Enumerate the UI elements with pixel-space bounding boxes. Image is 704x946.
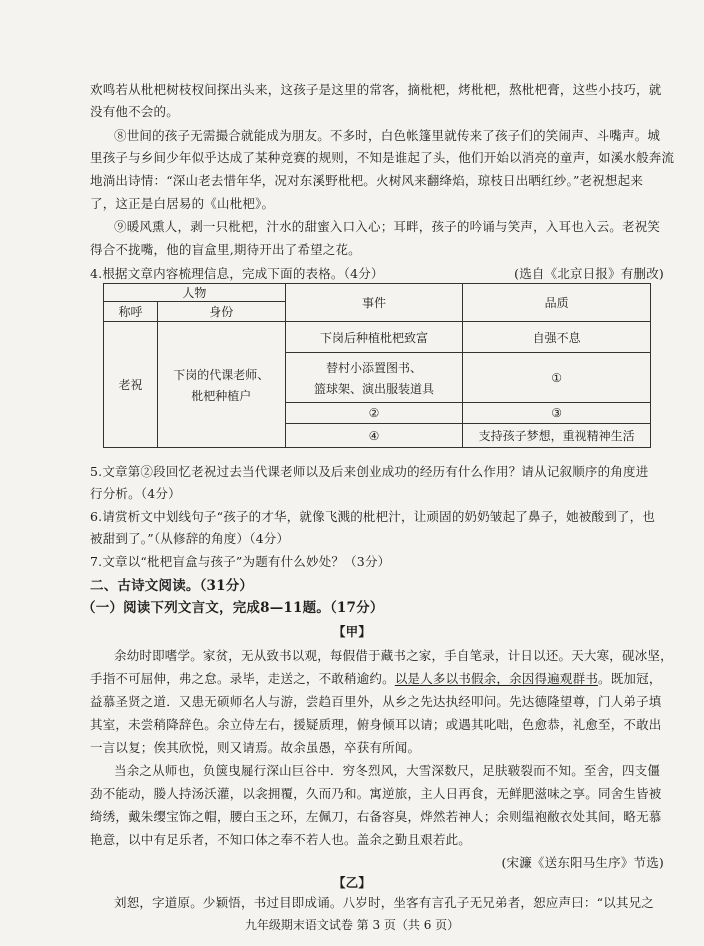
passage-line: 地淌出诗情：“深山老去惜年华，况对东溪野枇杷。火树风来翻绛焰，琼枝日出晒红纱。”老祝想起来	[90, 173, 644, 188]
yi-line: 刘恕，字道原。少颖悟，书过目即成诵。八岁时，坐客有言孔子无兄弟者，恕应声曰：“以其兄之	[114, 895, 654, 910]
jia-text: 手指不可屈伸，弗之怠。录毕，走送之，不敢稍逾约。	[90, 671, 395, 686]
header-event: 事件	[285, 284, 463, 322]
question-4-prompt: 4.根据文章内容梳理信息，完成下面的表格。（4分）	[90, 266, 384, 281]
question-6-line: 6.请赏析文中划线句子“孩子的才华，就像飞溅的枇杷汁，让顽固的奶奶皱起了鼻子，她被酸到了，也	[90, 509, 656, 524]
underlined-sentence: 以是人多以书假余，余因得遍观群书	[394, 671, 599, 686]
header-quality: 品质	[463, 284, 651, 322]
passage-line: ⑧世间的孩子无需撮合就能成为朋友。不多时，白色帐篷里就传来了孩子们的笑闹声、斗嘴声。城	[114, 128, 661, 143]
passage-line: 欢鸣若从枇杷树枝杈间探出头来，这孩子是这里的常客，摘枇杷，烤枇杷，熬枇杷膏，这些小技巧，就	[90, 82, 662, 97]
cell-event-blank-4: ④	[285, 424, 463, 448]
cell-event-blank-2: ②	[285, 403, 463, 424]
jia-source: (宋濂《送东阳马生序》节选)	[501, 855, 664, 870]
cell-identity	[157, 322, 285, 448]
section-heading: 二、古诗文阅读。（31分）	[90, 578, 254, 594]
cell-event	[285, 353, 463, 403]
question-7: 7.文章以“枇杷盲盒与孩子”为题有什么妙处？（3分）	[90, 554, 391, 569]
passage-jia-title: 【甲】	[332, 624, 372, 639]
cell-quality: 自强不息	[463, 322, 651, 353]
passage-line: 了，这正是白居易的《山枇杷》。	[90, 196, 275, 211]
passage-line: 里孩子与乡间少年似乎达成了某种竞赛的规则，不知是谁起了头，他们开始以消亮的童声，如溪水般奔流	[90, 150, 675, 165]
page-footer: 九年级期末语文试卷 第 3 页（共 6 页）	[244, 918, 460, 932]
passage-yi-title: 【乙】	[332, 875, 372, 890]
cell-quality-blank-3: ③	[463, 403, 651, 424]
jia-line: 当余之从师也，负箧曳屣行深山巨谷中．穷冬烈风，大雪深数尺，足肤皲裂而不知。至舍，四支僵	[114, 763, 661, 778]
cell-name: 老祝	[104, 322, 158, 448]
identity-line: 枇杷种植户	[191, 388, 252, 403]
header-people: 人物	[104, 284, 286, 302]
jia-line: 益慕圣贤之道．又患无硕师名人与游，尝趋百里外，从乡之先达执经叩问。先达德隆望尊，门人弟子填	[90, 694, 662, 709]
jia-line: 艳意，以中有足乐者，不知口体之奉不若人也。盖余之勤且艰若此。	[90, 832, 472, 847]
event-line: 替村小添置图书、	[325, 360, 422, 375]
cell-event: 下岗后种植枇杷致富	[285, 322, 463, 353]
question-5-line: 行分析。（4分）	[90, 486, 181, 501]
jia-text: 。既加冠，	[598, 671, 662, 686]
passage-source: (选自《北京日报》有删改)	[514, 266, 664, 281]
identity-line: 下岗的代课老师、	[173, 367, 270, 382]
part-heading: （一）阅读下列文言文，完成8—11题。（17分）	[82, 600, 384, 616]
question-6-line: 被甜到了。”（从修辞的角度）（4分）	[90, 531, 290, 546]
passage-line: 得合不拢嘴，他的盲盒里,期待开出了希望之花。	[90, 242, 361, 257]
header-name: 称呼	[104, 302, 158, 322]
jia-line: 劲不能动，媵人持汤沃灌，以衾拥覆，久而乃和。寓逆旅，主人日再食，无鲜肥滋味之享。同舍生皆被	[90, 786, 662, 801]
jia-line	[90, 669, 662, 687]
cell-quality-blank-1: ①	[463, 353, 651, 403]
jia-line: 一言以复；俟其欣悦，则又请焉。故余虽愚，卒获有所闻。	[90, 740, 421, 755]
jia-line: 绮绣，戴朱缨宝饰之帽，腰白玉之环，左佩刀，右备容臭，烨然若神人；余则缊袍敝衣处其间，略无慕	[90, 809, 662, 824]
header-identity: 身份	[157, 302, 285, 322]
question-5-line: 5.文章第②段回忆老祝过去当代课老师以及后来创业成功的经历有什么作用？请从记叙顺序的角度进	[90, 464, 649, 479]
jia-line: 余幼时即嗜学。家贫，无从致书以观，每假借于藏书之家，手自笔录，计日以还。天大寒，砚冰坚，	[114, 648, 673, 663]
cell-quality: 支持孩子梦想，重视精神生活	[463, 424, 651, 448]
jia-line: 其室，未尝稍降辞色。余立侍左右，援疑质理，俯身倾耳以请；或遇其叱咄，色愈恭，礼愈至，不敢出	[90, 717, 662, 732]
event-line: 篮球架、演出服装道具	[313, 381, 434, 396]
info-table	[103, 283, 651, 448]
passage-line: ⑨暖风熏人，剥一只枇杷，汁水的甜蜜入口入心；耳畔，孩子的吟诵与笑声，入耳也入云。老祝笑	[114, 219, 661, 234]
passage-line: 没有他不会的。	[90, 104, 179, 119]
